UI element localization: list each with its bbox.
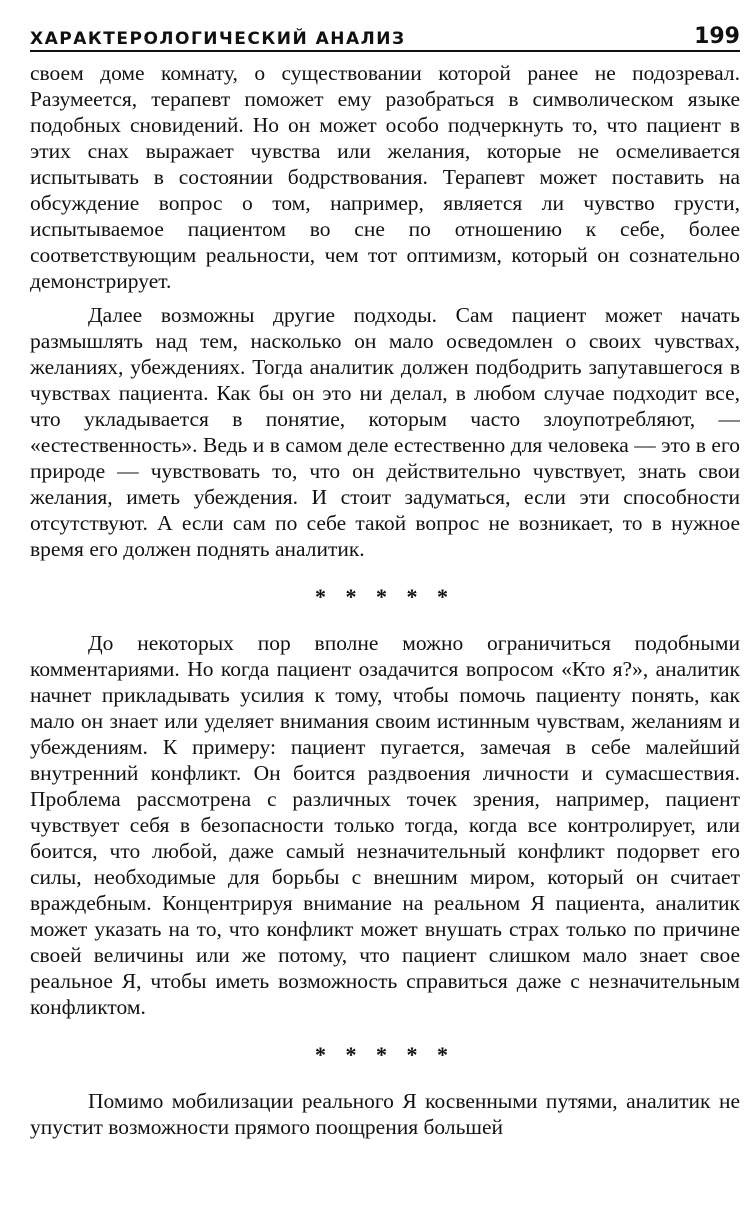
- paragraph-2: Далее возможны другие подходы. Сам пациент может начать размышлять над тем, насколько он мало осведомлен о своих чувствах, желаниях, убеждениях. Тогда аналитик должен подбодрить запутавшегося в чувствах пациента. Как бы он это ни делал, в любом случае подходит все, что укладывается в понятие, которым часто злоупотребляют, — «естественность». Ведь и в самом деле естественно для человека — это в его природе — чувствовать то, что он действительно чувствует, знать свои желания, иметь убеждения. И стоит задуматься, если эти способности отсутствуют. А если сам по себе такой вопрос не возникает, то в нужное время его должен поднять аналитик.: [30, 303, 740, 561]
- paragraph-3: До некоторых пор вполне можно ограничиться подобными комментариями. Но когда пациент озадачится вопросом «Кто я?», аналитик начнет прикладывать усилия к тому, чтобы помочь пациенту понять, как мало он знает или уделяет внимания своим истинным чувствам, желаниям и убеждениям. К примеру: пациент пугается, замечая в себе малейший внутренний конфликт. Он боится раздвоения личности и сумасшествия. Проблема рассмотрена с различных точек зрения, например, пациент чувствует себя в безопасности только тогда, когда все контролирует, или боится, что любой, даже самый незначительный конфликт подорвет его силы, необходимые для борьбы с внешним миром, который он считает враждебным. Концентрируя внимание на реальном Я пациента, аналитик может указать на то, что конфликт может внушать страх только по причине своей величины или же потому, что пациент слишком мало знает свое реальное Я, чтобы иметь возможность справиться даже с незначительным конфликтом.: [30, 631, 740, 1019]
- running-header: [30, 22, 740, 52]
- book-page: [30, 22, 740, 1222]
- section-separator-1: * * * * *: [315, 584, 455, 609]
- page-number: 199: [694, 24, 740, 49]
- body-text: [30, 60, 740, 1140]
- paragraph-4: Помимо мобилизации реального Я косвенными путями, аналитик не упустит возможности прямого поощрения большей: [30, 1089, 740, 1139]
- paragraph-1: своем доме комнату, о существовании которой ранее не подозревал. Разумеется, терапевт поможет ему разобраться в символическом языке подобных сновидений. Но он может особо подчеркнуть то, что пациент в этих снах выражает чувства или желания, которые не осмеливается испытывать в состоянии бодрствования. Терапевт может поставить на обсуждение вопрос о том, например, является ли чувство грусти, испытываемое пациентом во сне по отношению к себе, более соответствующим реальности, чем тот оптимизм, который он сознательно демонстрирует.: [30, 61, 740, 293]
- running-title: ХАРАКТЕРОЛОГИЧЕСКИЙ АНАЛИЗ: [30, 29, 406, 49]
- section-separator-2: * * * * *: [315, 1042, 455, 1067]
